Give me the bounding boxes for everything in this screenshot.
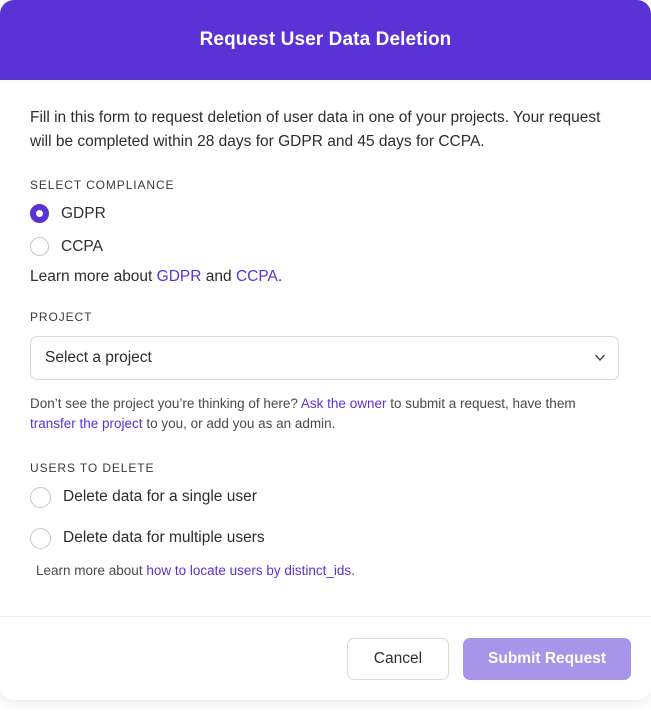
cancel-button[interactable]: Cancel (347, 638, 449, 680)
compliance-option-ccpa[interactable] (30, 237, 621, 256)
radio-gdpr-icon[interactable] (30, 204, 49, 223)
project-select-wrapper (30, 336, 619, 380)
users-learn-more (36, 563, 621, 578)
radio-single-user-icon[interactable] (30, 487, 51, 508)
compliance-option-ccpa-label: CCPA (61, 237, 103, 255)
ask-the-owner-link[interactable]: Ask the owner (300, 396, 387, 412)
compliance-section-label: SELECT COMPLIANCE (30, 178, 175, 193)
project-select[interactable]: Select a project (30, 336, 619, 380)
project-section-label: PROJECT (30, 310, 93, 325)
modal-body (0, 80, 651, 616)
ccpa-link[interactable]: CCPA (235, 268, 278, 286)
radio-ccpa-icon[interactable] (30, 237, 49, 256)
project-hint (30, 394, 610, 435)
project-hint-part2: to submit a request, have them (386, 396, 576, 412)
project-hint-part1: Don’t see the project you’re thinking of here? (30, 396, 301, 412)
transfer-the-project-link[interactable]: transfer the project (30, 416, 143, 432)
modal-footer (0, 616, 651, 700)
users-learn-more-prefix: Learn more about (36, 562, 147, 578)
users-section-label: USERS TO DELETE (30, 460, 155, 475)
compliance-option-gdpr-label: GDPR (61, 204, 106, 222)
compliance-learn-more-suffix: . (277, 268, 283, 286)
compliance-learn-more (30, 268, 621, 286)
radio-multiple-users-icon[interactable] (30, 528, 51, 549)
gdpr-link[interactable]: GDPR (156, 268, 202, 286)
compliance-learn-more-conjunction: and (201, 268, 236, 286)
project-hint-part3: to you, or add you as an admin. (142, 416, 336, 432)
compliance-option-gdpr[interactable] (30, 204, 621, 223)
submit-request-button[interactable]: Submit Request (463, 638, 631, 680)
users-option-multiple[interactable] (30, 528, 621, 549)
users-option-single-label: Delete data for a single user (63, 488, 257, 506)
modal-header (0, 0, 651, 80)
modal-title: Request User Data Deletion (199, 29, 452, 50)
users-option-single[interactable] (30, 487, 621, 508)
users-option-multiple-label: Delete data for multiple users (63, 529, 265, 547)
users-learn-more-suffix: . (351, 562, 355, 578)
locate-users-link[interactable]: how to locate users by distinct_ids (146, 562, 352, 578)
compliance-learn-more-prefix: Learn more about (30, 268, 157, 286)
intro-text: Fill in this form to request deletion of user data in one of your projects. Your request will be completed within 28 days for GDPR and 45 days for CCPA. (30, 109, 601, 151)
